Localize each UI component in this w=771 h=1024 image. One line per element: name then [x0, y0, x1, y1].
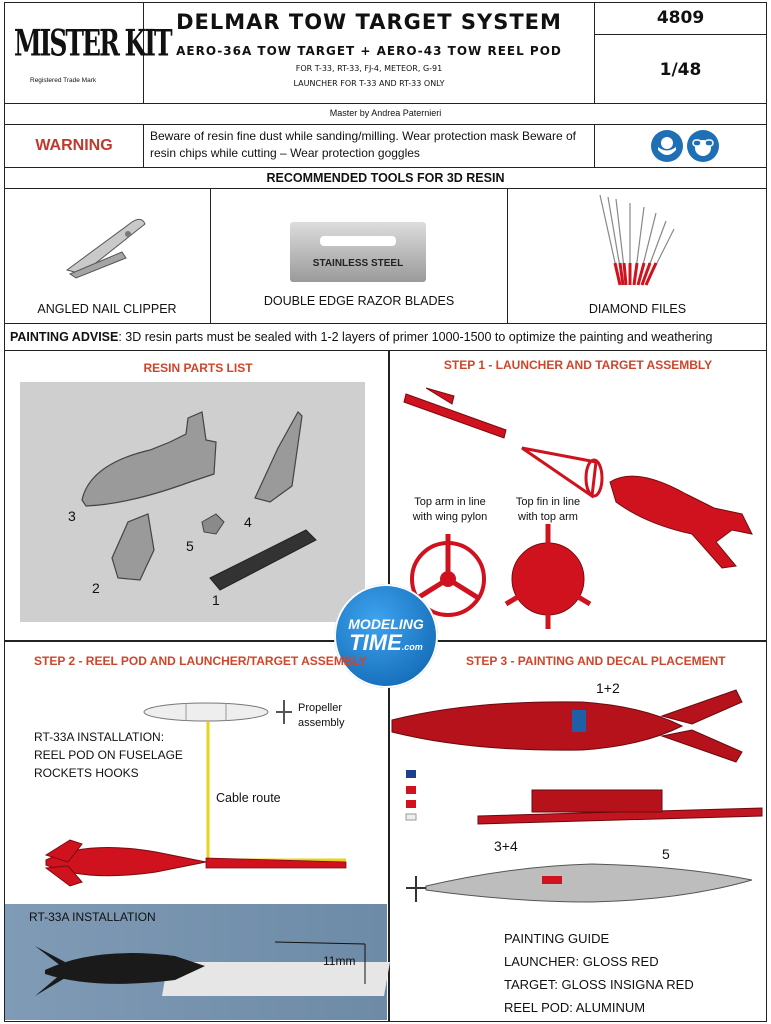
tool-label-clipper: ANGLED NAIL CLIPPER [37, 302, 177, 316]
diamond-files-icon [590, 195, 680, 295]
kit-title: DELMAR TOW TARGET SYSTEM [176, 10, 562, 34]
step3-diagram [392, 680, 766, 920]
tools-heading: RECOMMENDED TOOLS FOR 3D RESIN [266, 171, 505, 185]
propeller-icon [276, 700, 292, 724]
resin-part-5 [202, 514, 224, 534]
step1-note-left: Top arm in line with wing pylon [412, 496, 488, 523]
part-number-3: 3 [68, 508, 76, 524]
resin-part-1 [210, 530, 316, 590]
goggles-icon [687, 130, 719, 162]
step3-heading: STEP 3 - PAINTING AND DECAL PLACEMENT [466, 654, 726, 668]
nail-clipper-icon [62, 212, 152, 282]
warning-label: WARNING [35, 137, 113, 154]
mask-icon [651, 130, 683, 162]
resin-parts-photo [20, 382, 365, 622]
resin-part-4 [255, 412, 302, 502]
kit-number: 4809 [656, 8, 705, 28]
warning-text: Beware of resin fine dust while sanding/milling. Wear protection mask Beware of resin chips while cutting – Wear protection goggles [150, 129, 576, 160]
master-credit: Master by Andrea Paternieri [329, 108, 442, 118]
launcher-note: LAUNCHER FOR T-33 AND RT-33 ONLY [293, 79, 445, 88]
cable-label: Cable route [216, 791, 281, 805]
launcher-cage [522, 448, 596, 496]
razor-blade-slot [320, 236, 396, 246]
step3-reel-pod [426, 864, 752, 902]
painting-advise-text: : 3D resin parts must be sealed with 1-2 layers of primer 1000-1500 to optimize the painting and weathering [118, 330, 713, 344]
brand-logo [14, 22, 171, 65]
part-number-2: 2 [92, 580, 100, 596]
callout-5: 5 [662, 846, 670, 862]
measure-label: 11mm [323, 954, 356, 968]
brand-name: MISTER KIT [14, 22, 171, 65]
painting-guide-4: REEL POD: ALUMINUM [504, 1000, 646, 1015]
resin-part-2 [112, 514, 154, 580]
resin-parts-heading: RESIN PARTS LIST [143, 361, 253, 375]
tool-label-razor: DOUBLE EDGE RAZOR BLADES [263, 294, 455, 308]
reel-pod [144, 703, 268, 721]
step1-note-right: Top fin in line with top arm [515, 496, 581, 523]
propeller-label: Propeller assembly [298, 702, 345, 729]
resin-part-3 [82, 412, 216, 506]
part-number-1: 1 [212, 592, 220, 608]
decal-sheet [406, 770, 416, 820]
watermark-line1: MODELING [348, 616, 424, 632]
install-note-2: REEL POD ON FUSELAGE [34, 748, 183, 762]
photo-label: RT-33A INSTALLATION [29, 910, 156, 924]
photo-target [45, 953, 205, 984]
step2-heading: STEP 2 - REEL POD AND LAUNCHER/TARGET ASSEMBLY [34, 654, 367, 668]
painting-guide-2: LAUNCHER: GLOSS RED [504, 954, 659, 969]
compat-line: FOR T-33, RT-33, FJ-4, METEOR, G-91 [295, 64, 443, 73]
watermark-line2: TIME [349, 630, 402, 655]
kit-subtitle: AERO-36A TOW TARGET + AERO-43 TOW REEL POD [176, 44, 562, 58]
painting-advise [10, 330, 770, 344]
painting-guide-1: PAINTING GUIDE [504, 931, 610, 946]
step1-heading: STEP 1 - LAUNCHER AND TARGET ASSEMBLY [443, 358, 713, 372]
watermark-suffix: .com [401, 642, 423, 652]
launcher-rail [404, 394, 506, 438]
callout-1-2: 1+2 [596, 680, 620, 696]
painting-advise-label: PAINTING ADVISE [10, 330, 119, 344]
painting-guide-3: TARGET: GLOSS INSIGNA RED [504, 977, 694, 992]
part-number-5: 5 [186, 538, 194, 554]
installation-photo [5, 904, 387, 1020]
callout-3-4: 3+4 [494, 838, 518, 854]
install-note-3: ROCKETS HOOKS [34, 766, 139, 780]
razor-blade-icon [290, 222, 426, 282]
trademark-note: Registered Trade Mark [30, 77, 97, 84]
tool-label-files: DIAMOND FILES [588, 302, 687, 316]
install-note-1: RT-33A INSTALLATION: [34, 730, 165, 744]
part-number-4: 4 [244, 514, 252, 530]
tow-target [610, 476, 752, 568]
watermark-logo [334, 584, 438, 688]
kit-scale: 1/48 [659, 60, 702, 80]
step3-target [392, 702, 682, 750]
razor-blade-text: STAINLESS STEEL [312, 258, 404, 269]
